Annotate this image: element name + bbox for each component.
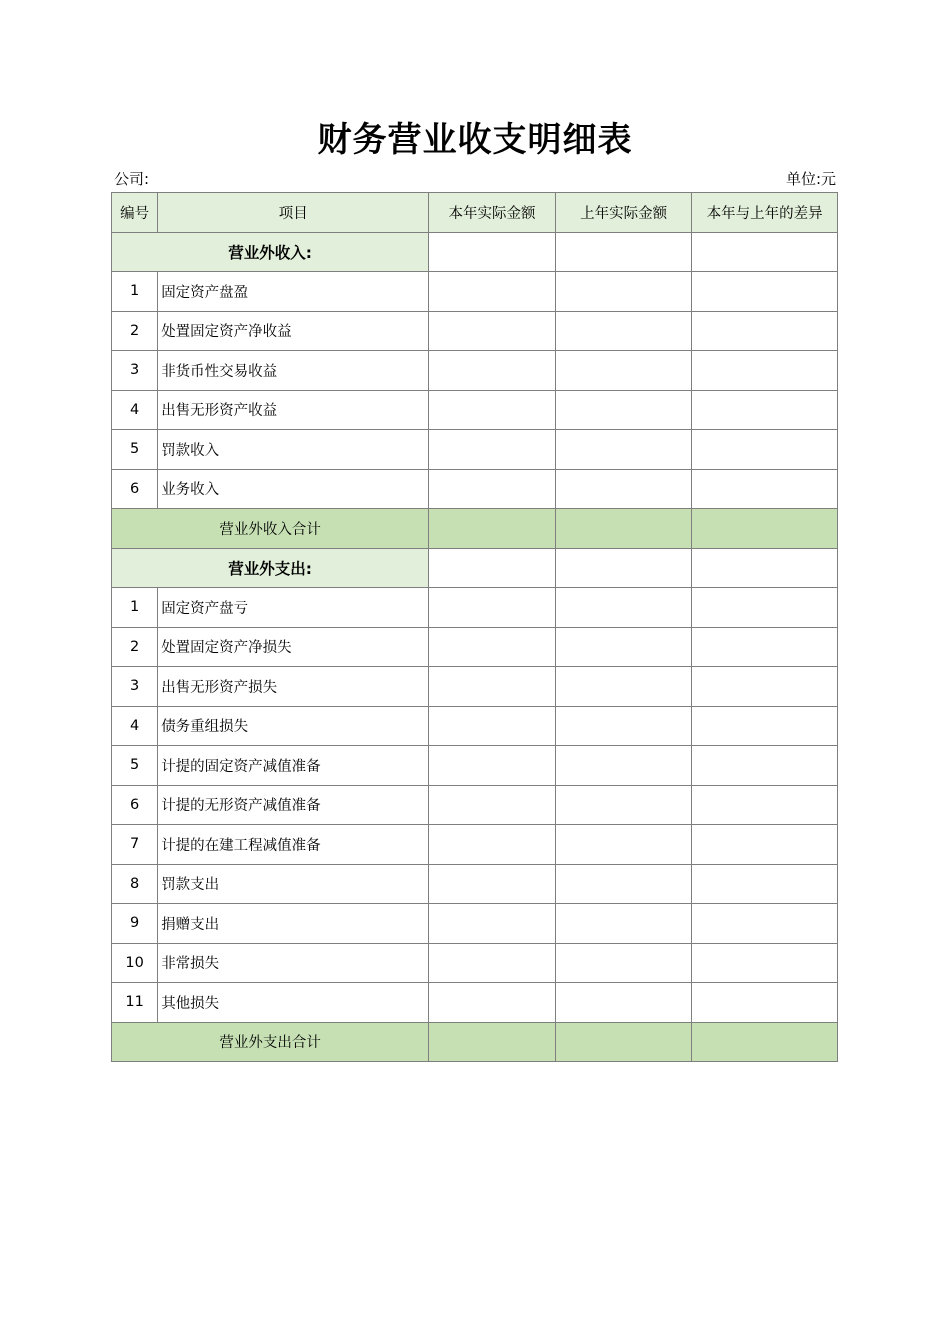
ledger-table [111,192,838,1062]
previous-year-amount-cell[interactable] [555,943,692,983]
row-item: 其他损失 [158,983,429,1023]
table-row [112,983,838,1023]
difference-amount-cell[interactable] [692,667,838,707]
row-item: 债务重组损失 [158,706,429,746]
previous-year-amount-cell[interactable] [555,272,692,312]
current-year-amount-cell[interactable] [429,706,556,746]
table-row [112,627,838,667]
row-item: 非货币性交易收益 [158,351,429,391]
current-year-amount-cell[interactable] [429,430,556,470]
row-number: 2 [112,311,158,351]
previous-year-amount-cell[interactable] [555,351,692,391]
previous-year-amount-cell[interactable] [555,904,692,944]
row-item: 计提的固定资产减值准备 [158,746,429,786]
difference-amount-cell[interactable] [692,311,838,351]
income-section-current-year-cell[interactable] [429,232,556,272]
income-total-label: 营业外收入合计 [112,509,429,549]
column-header-no: 编号 [112,193,158,233]
row-item: 出售无形资产收益 [158,390,429,430]
income-total-row [112,509,838,549]
current-year-amount-cell[interactable] [429,272,556,312]
previous-year-amount-cell[interactable] [555,746,692,786]
previous-year-amount-cell[interactable] [555,311,692,351]
difference-amount-cell[interactable] [692,904,838,944]
previous-year-amount-cell[interactable] [555,469,692,509]
income-section-previous-year-cell[interactable] [555,232,692,272]
expense-total-current-year-cell[interactable] [429,1022,556,1062]
table-row [112,588,838,628]
difference-amount-cell[interactable] [692,469,838,509]
current-year-amount-cell[interactable] [429,904,556,944]
expense-total-difference-cell[interactable] [692,1022,838,1062]
expense-section-current-year-cell[interactable] [429,548,556,588]
income-total-difference-cell[interactable] [692,509,838,549]
current-year-amount-cell[interactable] [429,627,556,667]
table-row [112,746,838,786]
difference-amount-cell[interactable] [692,588,838,628]
row-number: 5 [112,746,158,786]
row-item: 处置固定资产净收益 [158,311,429,351]
current-year-amount-cell[interactable] [429,390,556,430]
table-row [112,390,838,430]
column-header-current-year: 本年实际金额 [429,193,556,233]
current-year-amount-cell[interactable] [429,469,556,509]
table-row [112,785,838,825]
row-number: 4 [112,390,158,430]
company-label: 公司: [114,170,150,188]
current-year-amount-cell[interactable] [429,943,556,983]
income-section-label: 营业外收入: [112,232,429,272]
row-item: 捐赠支出 [158,904,429,944]
difference-amount-cell[interactable] [692,706,838,746]
row-number: 5 [112,430,158,470]
current-year-amount-cell[interactable] [429,785,556,825]
column-header-item: 项目 [158,193,429,233]
expense-section-difference-cell[interactable] [692,548,838,588]
difference-amount-cell[interactable] [692,943,838,983]
row-item: 非常损失 [158,943,429,983]
table-row [112,311,838,351]
table-row [112,351,838,391]
difference-amount-cell[interactable] [692,785,838,825]
table-row [112,864,838,904]
table-row [112,430,838,470]
row-item: 计提的在建工程减值准备 [158,825,429,865]
current-year-amount-cell[interactable] [429,825,556,865]
column-header-previous-year: 上年实际金额 [555,193,692,233]
row-number: 11 [112,983,158,1023]
table-row [112,943,838,983]
current-year-amount-cell[interactable] [429,864,556,904]
income-total-current-year-cell[interactable] [429,509,556,549]
previous-year-amount-cell[interactable] [555,785,692,825]
current-year-amount-cell[interactable] [429,311,556,351]
table-row [112,469,838,509]
difference-amount-cell[interactable] [692,864,838,904]
row-number: 9 [112,904,158,944]
row-number: 3 [112,351,158,391]
table-row [112,272,838,312]
difference-amount-cell[interactable] [692,390,838,430]
table-row [112,706,838,746]
row-item: 出售无形资产损失 [158,667,429,707]
current-year-amount-cell[interactable] [429,746,556,786]
row-number: 3 [112,667,158,707]
row-item: 业务收入 [158,469,429,509]
previous-year-amount-cell[interactable] [555,825,692,865]
row-item: 计提的无形资产减值准备 [158,785,429,825]
row-item: 罚款收入 [158,430,429,470]
table-row [112,904,838,944]
page-title: 财务营业收支明细表 [317,120,633,160]
difference-amount-cell[interactable] [692,351,838,391]
previous-year-amount-cell[interactable] [555,983,692,1023]
previous-year-amount-cell[interactable] [555,588,692,628]
current-year-amount-cell[interactable] [429,588,556,628]
previous-year-amount-cell[interactable] [555,706,692,746]
difference-amount-cell[interactable] [692,983,838,1023]
difference-amount-cell[interactable] [692,272,838,312]
row-number: 8 [112,864,158,904]
row-number: 2 [112,627,158,667]
expense-total-label: 营业外支出合计 [112,1022,429,1062]
row-number: 6 [112,785,158,825]
current-year-amount-cell[interactable] [429,351,556,391]
current-year-amount-cell[interactable] [429,983,556,1023]
table-row [112,667,838,707]
row-number: 6 [112,469,158,509]
row-number: 1 [112,272,158,312]
expense-section-label: 营业外支出: [112,548,429,588]
previous-year-amount-cell[interactable] [555,627,692,667]
previous-year-amount-cell[interactable] [555,430,692,470]
income-total-previous-year-cell[interactable] [555,509,692,549]
row-item: 固定资产盘亏 [158,588,429,628]
difference-amount-cell[interactable] [692,430,838,470]
expense-total-row [112,1022,838,1062]
current-year-amount-cell[interactable] [429,667,556,707]
row-number: 7 [112,825,158,865]
income-section-row [112,232,838,272]
income-section-difference-cell[interactable] [692,232,838,272]
row-number: 1 [112,588,158,628]
expense-total-previous-year-cell[interactable] [555,1022,692,1062]
previous-year-amount-cell[interactable] [555,390,692,430]
column-header-difference: 本年与上年的差异 [692,193,838,233]
difference-amount-cell[interactable] [692,627,838,667]
difference-amount-cell[interactable] [692,746,838,786]
table-row [112,825,838,865]
unit-label: 单位:元 [785,170,836,188]
previous-year-amount-cell[interactable] [555,864,692,904]
expense-section-row [112,548,838,588]
expense-section-previous-year-cell[interactable] [555,548,692,588]
row-item: 固定资产盘盈 [158,272,429,312]
row-item: 罚款支出 [158,864,429,904]
previous-year-amount-cell[interactable] [555,667,692,707]
row-number: 4 [112,706,158,746]
row-number: 10 [112,943,158,983]
row-item: 处置固定资产净损失 [158,627,429,667]
table-header-row [112,193,838,233]
difference-amount-cell[interactable] [692,825,838,865]
